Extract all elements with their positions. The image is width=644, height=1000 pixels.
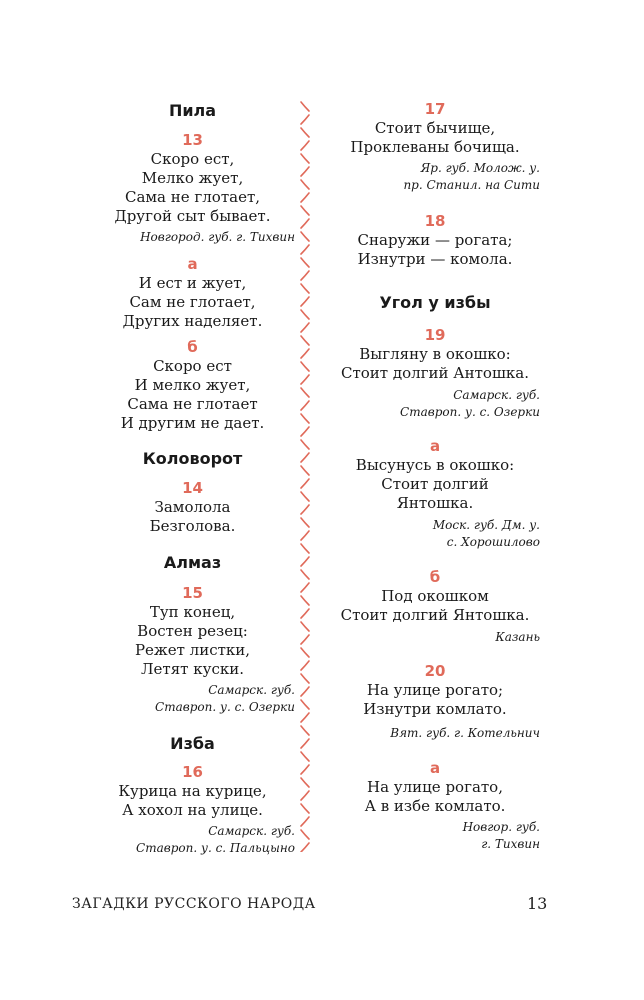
riddle-number: б — [187, 338, 198, 356]
ornament-stitch — [301, 752, 309, 761]
ornament-stitch — [301, 167, 309, 176]
ornament-stitch — [301, 648, 309, 657]
ornament-stitch — [301, 804, 309, 813]
riddle-source: с. Хорошилово — [446, 535, 540, 549]
riddle-13b — [90, 338, 295, 433]
riddle-17 — [330, 100, 540, 194]
riddle-source: Самарск. губ. — [208, 824, 295, 838]
riddle-line: Сама не глотает — [127, 395, 258, 413]
riddle-19a — [330, 437, 540, 551]
ornament-stitch — [301, 258, 309, 267]
riddle-number: 18 — [424, 212, 446, 230]
ornament-stitch — [301, 466, 309, 475]
ornament-stitch — [301, 180, 309, 189]
section-title-ugol: Угол у избы — [379, 293, 491, 312]
ornament-stitch — [301, 570, 309, 579]
ornament-stitch — [301, 700, 309, 709]
ornament-stitch — [301, 440, 309, 449]
riddle-13a — [90, 255, 295, 331]
section-title-pila: Пила — [168, 101, 217, 120]
riddle-line: Янтошка. — [396, 494, 474, 512]
riddle-line: Курица на курице, — [118, 782, 267, 800]
ornament-stitch — [301, 778, 309, 787]
ornament-stitch — [301, 843, 309, 852]
ornament-stitch — [301, 284, 309, 293]
riddle-source: г. Тихвин — [481, 837, 540, 851]
riddle-line: Мелко жует, — [141, 169, 244, 187]
riddle-number: а — [429, 759, 441, 777]
riddle-source: Новгор. губ. — [462, 820, 540, 834]
riddle-line: И мелко жует, — [134, 376, 251, 394]
riddle-source: Ставроп. у. с. Пальцыно — [136, 841, 295, 855]
page-number: 13 — [527, 894, 548, 913]
riddle-line: Режет листки, — [134, 641, 251, 659]
riddle-line: Проклеваны бочища. — [350, 138, 520, 156]
ornament-stitch — [301, 414, 309, 423]
riddle-line: Другой сыт бывает. — [114, 207, 271, 225]
riddle-line: Туп конец, — [149, 603, 236, 621]
riddle-line: Летят куски. — [141, 660, 244, 678]
ornament-stitch — [301, 479, 309, 488]
ornament-stitch — [301, 349, 309, 358]
riddle-line: Снаружи — рогата; — [357, 231, 513, 249]
riddle-line: Безголова. — [149, 517, 236, 535]
riddle-13 — [90, 131, 295, 246]
riddle-line: Стоит долгий Антошка. — [340, 364, 529, 382]
riddle-number: а — [429, 437, 441, 455]
riddle-20a — [330, 759, 540, 853]
ornament-stitch — [301, 765, 309, 774]
riddle-line: Стоит бычище, — [374, 119, 496, 137]
ornament-stitch — [301, 102, 309, 111]
ornament-stitch — [301, 128, 309, 137]
riddle-number: 16 — [182, 763, 203, 781]
riddle-number: 17 — [424, 100, 446, 118]
ornament-stitch — [301, 596, 309, 605]
section-title-almaz: Алмаз — [163, 553, 222, 572]
riddle-number: 13 — [182, 131, 203, 149]
ornament-stitch — [301, 583, 309, 592]
riddle-19 — [330, 326, 540, 421]
ornament-stitch — [301, 674, 309, 683]
running-title: ЗАГАДКИ РУССКОГО НАРОДА — [72, 896, 316, 912]
ornament-stitch — [301, 622, 309, 631]
riddle-16 — [90, 763, 295, 857]
ornament-stitch — [301, 791, 309, 800]
ornament-stitch — [301, 154, 309, 163]
riddle-source: Казань — [495, 630, 540, 644]
ornament-divider — [298, 100, 312, 852]
ornament-stitch — [301, 323, 309, 332]
ornament-stitch — [301, 388, 309, 397]
riddle-line: Сам не глотает, — [129, 293, 256, 311]
riddle-line: А в избе комлато. — [364, 797, 506, 815]
riddle-line: Других наделяет. — [122, 312, 263, 330]
ornament-stitch — [301, 232, 309, 241]
riddle-line: Сама не глотает, — [124, 188, 261, 206]
riddle-source: Самарск. губ. — [453, 388, 540, 402]
riddle-source: Новгород. губ. г. Тихвин — [140, 230, 295, 244]
riddle-number: 19 — [424, 326, 446, 344]
riddle-19b — [330, 568, 540, 646]
ornament-stitch — [301, 830, 309, 839]
riddle-line: А хохол на улице. — [122, 801, 263, 819]
ornament-stitch — [301, 661, 309, 670]
riddle-line: Под окошком — [381, 587, 489, 605]
riddle-line: На улице рогато, — [367, 778, 503, 796]
ornament-stitch — [301, 544, 309, 553]
riddle-line: И ест и жует, — [138, 274, 247, 292]
ornament-stitch — [301, 531, 309, 540]
ornament-stitch — [301, 245, 309, 254]
section-title-izba: Изба — [170, 734, 215, 753]
ornament-stitch — [301, 219, 309, 228]
ornament-stitch — [301, 687, 309, 696]
riddle-source: Ставроп. у. с. Озерки — [400, 405, 540, 419]
ornament-stitch — [301, 375, 309, 384]
riddle-line: Выгляну в окошко: — [359, 345, 511, 363]
riddle-number: а — [187, 255, 198, 273]
riddle-source: Яр. губ. Молож. у. — [420, 161, 540, 175]
ornament-stitch — [301, 739, 309, 748]
ornament-stitch — [301, 635, 309, 644]
riddle-source: Ставроп. у. с. Озерки — [155, 700, 295, 714]
riddle-line: Востен резец: — [137, 622, 248, 640]
riddle-number: 20 — [424, 662, 446, 680]
riddle-20 — [330, 662, 540, 742]
ornament-stitch — [301, 206, 309, 215]
ornament-stitch — [301, 557, 309, 566]
riddle-source: Самарск. губ. — [208, 683, 295, 697]
riddle-15 — [90, 584, 295, 716]
ornament-stitch — [301, 453, 309, 462]
riddle-source: Вят. губ. г. Котельнич — [390, 726, 540, 740]
ornament-stitch — [301, 115, 309, 124]
riddle-line: На улице рогато; — [366, 681, 504, 699]
ornament-stitch — [301, 726, 309, 735]
riddle-number: 14 — [182, 479, 203, 497]
ornament-stitch — [301, 713, 309, 722]
riddle-source: Моск. губ. Дм. у. — [432, 518, 540, 532]
riddle-line: Скоро ест, — [150, 150, 235, 168]
ornament-stitch — [301, 310, 309, 319]
ornament-stitch — [301, 297, 309, 306]
ornament-stitch — [301, 336, 309, 345]
ornament-stitch — [301, 193, 309, 202]
riddle-line: Изнутри комлато. — [363, 700, 507, 718]
riddle-line: Замолола — [154, 498, 231, 516]
riddle-source: пр. Станил. на Сити — [403, 178, 540, 192]
ornament-stitch — [301, 505, 309, 514]
riddle-line: Изнутри — комола. — [357, 250, 513, 268]
riddle-number: б — [429, 568, 441, 586]
ornament-stitch — [301, 362, 309, 371]
riddle-18 — [330, 212, 540, 269]
riddle-line: Стоит долгий — [381, 475, 489, 493]
ornament-stitch — [301, 141, 309, 150]
ornament-stitch — [301, 609, 309, 618]
ornament-stitch — [301, 492, 309, 501]
ornament-stitch — [301, 518, 309, 527]
ornament-stitch — [301, 817, 309, 826]
riddle-line: И другим не дает. — [120, 414, 265, 432]
ornament-stitch — [301, 271, 309, 280]
riddle-line: Скоро ест — [153, 357, 232, 375]
riddle-14 — [90, 479, 295, 536]
section-title-kolovorot: Коловорот — [142, 449, 243, 468]
ornament-stitch — [301, 401, 309, 410]
ornament-stitch — [301, 427, 309, 436]
riddle-line: Стоит долгий Янтошка. — [340, 606, 530, 624]
riddle-number: 15 — [182, 584, 203, 602]
riddle-line: Высунусь в окошко: — [355, 456, 515, 474]
